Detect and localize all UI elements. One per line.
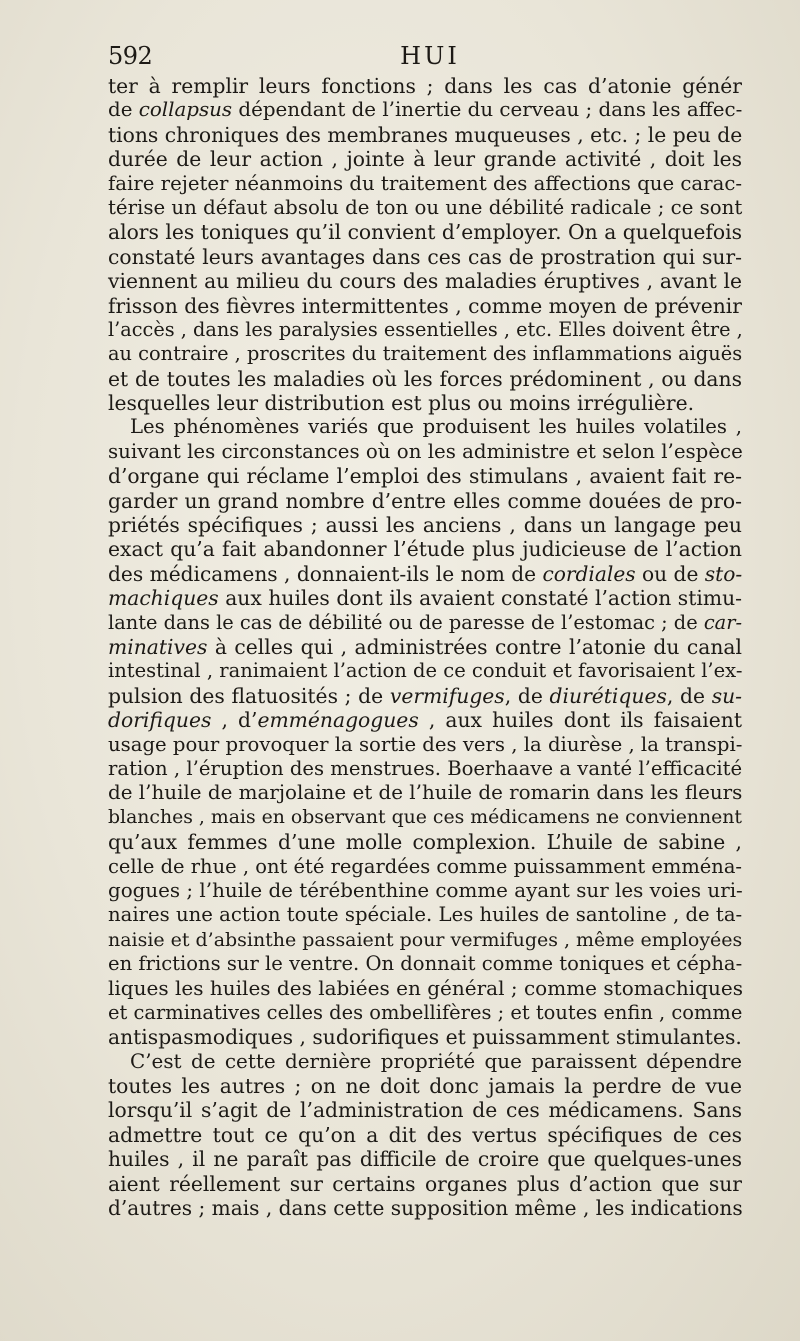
text-line bbox=[108, 1172, 742, 1196]
text-line bbox=[108, 196, 742, 220]
text-line bbox=[108, 537, 742, 561]
text-run: et de toutes les maladies où les forces prédominent , ou dans bbox=[108, 366, 742, 391]
text-line bbox=[108, 1196, 742, 1220]
text-line bbox=[108, 269, 742, 293]
paragraph bbox=[108, 415, 742, 1049]
text-line bbox=[108, 489, 742, 513]
text-line bbox=[108, 391, 742, 415]
text-run: tions chroniques des membranes muqueuses , etc. ; le peu de bbox=[108, 122, 743, 147]
italic-term: emménagogues bbox=[257, 708, 419, 733]
text-run: exact qu’a fait abandonner l’étude plus judicieuse de l’action bbox=[108, 537, 742, 562]
italic-term: diurétiques bbox=[549, 683, 667, 708]
text-line bbox=[108, 928, 742, 952]
text-line bbox=[108, 586, 742, 610]
text-run: , aux huiles dont ils faisaient bbox=[418, 708, 742, 733]
text-run: lesquelles leur distribution est plus ou moins irrégulière. bbox=[108, 391, 695, 416]
text-run: ter à remplir leurs fonctions ; dans les cas d’atonie génér bbox=[108, 74, 742, 98]
text-run: viennent au milieu du cours des maladies éruptives , avant le bbox=[108, 269, 742, 294]
text-run: au contraire , proscrites du traitement des inflammations aiguës bbox=[108, 342, 743, 366]
text-run: , de bbox=[504, 683, 550, 708]
italic-term: minatives bbox=[108, 634, 208, 659]
text-run: de l’huile de marjolaine et de l’huile de romarin dans les fleurs bbox=[108, 781, 743, 805]
text-run: priétés spécifiques ; aussi les anciens , dans un langage peu bbox=[108, 513, 742, 538]
text-run: lorsqu’il s’agit de l’administration de ces médicamens. Sans bbox=[108, 1098, 742, 1123]
text-run: ration , l’éruption des menstrues. Boerhaave a vanté l’efficacité bbox=[108, 756, 743, 780]
text-run: des médicamens , donnaient-ils le nom de bbox=[108, 561, 543, 586]
text-run: en frictions sur le ventre. On donnait comme toniques et cépha- bbox=[108, 952, 743, 976]
text-line bbox=[108, 976, 742, 1000]
text-line bbox=[108, 806, 742, 830]
text-line bbox=[108, 220, 742, 244]
page-number: 592 bbox=[108, 42, 153, 70]
text-line bbox=[108, 1074, 742, 1098]
text-run: durée de leur action , jointe à leur grande activité , doit les bbox=[108, 147, 742, 172]
text-run: d’autres ; mais , dans cette supposition même , les indications bbox=[108, 1195, 743, 1220]
text-line bbox=[108, 1025, 742, 1049]
text-run: huiles , il ne paraît pas difficile de croire que quelques-unes bbox=[108, 1147, 742, 1172]
running-head: HUI bbox=[400, 42, 460, 70]
text-run: toutes les autres ; on ne doit donc jamais la perdre de vue bbox=[108, 1074, 742, 1099]
italic-term: cordiales bbox=[542, 561, 636, 586]
text-run: de bbox=[108, 98, 139, 122]
italic-term: machiques bbox=[108, 586, 219, 611]
italic-term: su- bbox=[711, 683, 743, 708]
italic-term: sto- bbox=[704, 561, 743, 586]
text-run: usage pour provoquer la sortie des vers , la diurèse , la transpi- bbox=[108, 732, 743, 756]
text-run: qu’aux femmes d’une molle complexion. L’huile de sabine , bbox=[108, 830, 742, 855]
text-line bbox=[108, 855, 742, 879]
text-run: d’organe qui réclame l’emploi des stimulans , avaient fait re- bbox=[108, 464, 742, 489]
text-line bbox=[108, 879, 742, 903]
paragraph bbox=[108, 1050, 742, 1221]
text-run: Les phénomènes variés que produisent les huiles volatiles , bbox=[130, 415, 742, 439]
text-line bbox=[108, 1098, 742, 1122]
text-run: naisie et d’absinthe passaient pour vermifuges , même employées bbox=[108, 928, 743, 951]
text-run: antispasmodiques , sudorifiques et puissamment stimulantes. bbox=[108, 1025, 742, 1050]
body-text bbox=[108, 74, 742, 1220]
text-run: admettre tout ce qu’on a dit des vertus spécifiques de ces bbox=[108, 1122, 742, 1147]
text-run: constaté leurs avantages dans ces cas de prostration qui sur- bbox=[108, 244, 742, 269]
page-header bbox=[108, 42, 742, 76]
text-run: blanches , mais en observant que ces médicamens ne conviennent bbox=[108, 806, 742, 828]
text-line bbox=[108, 342, 742, 366]
italic-term: dorifiques bbox=[108, 708, 212, 733]
text-line bbox=[108, 1050, 742, 1074]
italic-term: car- bbox=[703, 610, 742, 634]
text-line bbox=[108, 367, 742, 391]
text-line bbox=[108, 464, 742, 488]
text-run: l’accès , dans les paralysies essentielles , etc. Elles doivent être , bbox=[108, 317, 743, 341]
text-line bbox=[108, 1147, 742, 1171]
text-run: dépendant de l’inertie du cerveau ; dans les affec- bbox=[232, 98, 743, 122]
italic-term: collapsus bbox=[138, 98, 233, 122]
text-line bbox=[108, 74, 742, 98]
text-line bbox=[108, 440, 742, 464]
text-line bbox=[108, 1123, 742, 1147]
text-run: lante dans le cas de débilité ou de paresse de l’estomac ; de bbox=[108, 610, 704, 634]
text-run: suivant les circonstances où on les administre et selon l’espèce bbox=[108, 439, 743, 463]
text-run: faire rejeter néanmoins du traitement des affections que carac- bbox=[108, 171, 742, 195]
text-run: aux huiles dont ils avaient constaté l’action stimu- bbox=[218, 586, 742, 611]
text-run: C’est de cette dernière propriété que paraissent dépendre bbox=[130, 1049, 742, 1073]
paragraph bbox=[108, 74, 742, 415]
text-line bbox=[108, 294, 742, 318]
italic-term: vermifuges bbox=[389, 683, 505, 708]
text-run: alors les toniques qu’il convient d’employer. On a quelquefois bbox=[108, 220, 742, 245]
text-line bbox=[108, 757, 742, 781]
text-line bbox=[108, 635, 742, 659]
text-line bbox=[108, 733, 742, 757]
text-line bbox=[108, 781, 742, 805]
text-line bbox=[108, 903, 742, 927]
text-line bbox=[108, 98, 742, 122]
text-run: intestinal , ranimaient l’action de ce conduit et favorisaient l’ex- bbox=[108, 659, 743, 683]
text-run: liques les huiles des labiées en général ; comme stomachiques bbox=[108, 976, 743, 1001]
text-run: , de bbox=[666, 683, 712, 708]
text-run: et carminatives celles des ombellifères ; et toutes enfin , comme bbox=[108, 1000, 743, 1024]
text-line bbox=[108, 611, 742, 635]
text-run: gogues ; l’huile de térébenthine comme ayant sur les voies uri- bbox=[108, 878, 743, 902]
text-line bbox=[108, 659, 742, 683]
text-run: garder un grand nombre d’entre elles comme douées de pro- bbox=[108, 488, 742, 513]
text-line bbox=[108, 952, 742, 976]
text-run: celle de rhue , ont été regardées comme puissamment emména- bbox=[108, 854, 742, 878]
text-run: ou de bbox=[635, 561, 705, 586]
text-run: térise un défaut absolu de ton ou une débilité radicale ; ce sont bbox=[108, 195, 743, 219]
text-line bbox=[108, 830, 742, 854]
text-line bbox=[108, 245, 742, 269]
text-line bbox=[108, 708, 742, 732]
text-run: , d’ bbox=[211, 708, 258, 733]
text-run: à celles qui , administrées contre l’atonie du canal bbox=[207, 634, 742, 659]
text-line bbox=[108, 318, 742, 342]
text-run: naires une action toute spéciale. Les huiles de santoline , de ta- bbox=[108, 903, 743, 927]
text-run: aient réellement sur certains organes plus d’action que sur bbox=[108, 1171, 742, 1196]
text-line bbox=[108, 562, 742, 586]
text-run: frisson des fièvres intermittentes , comme moyen de prévenir bbox=[108, 293, 742, 318]
text-run: pulsion des flatuosités ; de bbox=[108, 683, 390, 708]
text-line bbox=[108, 415, 742, 439]
text-line bbox=[108, 1001, 742, 1025]
text-line bbox=[108, 684, 742, 708]
text-line bbox=[108, 172, 742, 196]
text-line bbox=[108, 123, 742, 147]
text-line bbox=[108, 147, 742, 171]
text-line bbox=[108, 513, 742, 537]
